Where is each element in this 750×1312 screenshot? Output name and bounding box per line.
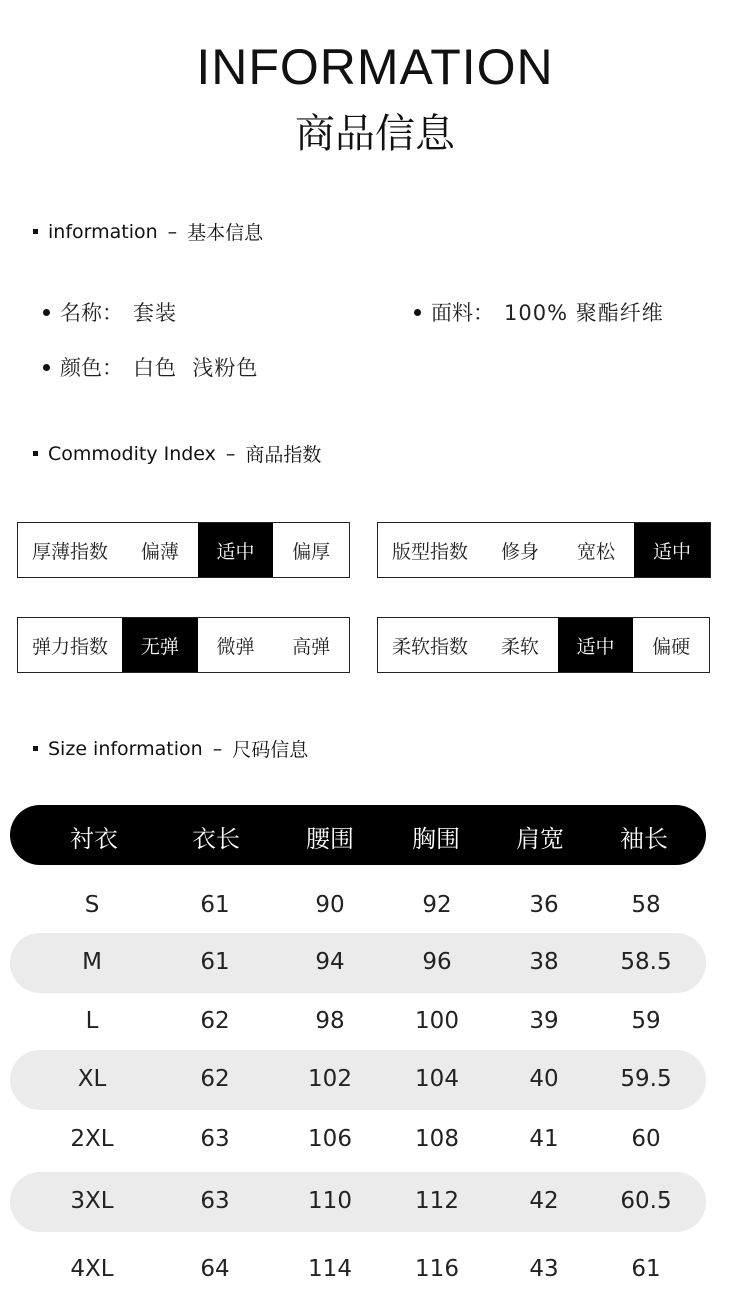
index-elasticity: [17, 617, 350, 673]
measure-cell: 61: [200, 892, 230, 918]
index-option: 修身: [500, 540, 539, 563]
measure-cell: 102: [308, 1066, 352, 1092]
table-row: [10, 1172, 706, 1232]
index-option: 偏薄: [140, 540, 179, 563]
index-thickness: [17, 522, 350, 578]
measure-cell: 108: [415, 1126, 459, 1152]
measure-cell: 92: [422, 892, 452, 918]
measure-cell: 60: [631, 1126, 661, 1152]
size-info-heading: [33, 735, 308, 762]
index-option: 柔软: [500, 635, 539, 658]
square-bullet-icon: [33, 229, 38, 234]
heading-separator: –: [212, 737, 223, 760]
index-fit: [377, 522, 711, 578]
square-bullet-icon: [33, 451, 38, 456]
index-option: 高弹: [292, 635, 331, 658]
measure-cell: 58.5: [620, 949, 672, 975]
measure-cell: 38: [529, 949, 559, 975]
index-softness: [377, 617, 710, 673]
dot-bullet-icon: [414, 309, 421, 316]
table-row: [10, 992, 706, 1052]
measure-cell: 63: [200, 1126, 230, 1152]
measure-cell: 63: [200, 1188, 230, 1214]
table-row: [10, 1110, 706, 1170]
measure-cell: 100: [415, 1008, 459, 1034]
heading-separator: –: [225, 442, 236, 465]
info-value: 100% 聚酯纤维: [504, 301, 664, 325]
measure-cell: 106: [308, 1126, 352, 1152]
size-label-cell: M: [82, 949, 102, 975]
measure-cell: 62: [200, 1008, 230, 1034]
size-heading-cn: 尺码信息: [232, 739, 309, 761]
info-value: 套装: [133, 301, 177, 325]
commodity-index-heading: [33, 440, 321, 467]
measure-cell: 42: [529, 1188, 559, 1214]
measure-cell: 59: [631, 1008, 661, 1034]
measure-cell: 62: [200, 1066, 230, 1092]
index-option-selected: 适中: [558, 618, 634, 672]
column-header: 衬衣: [70, 825, 118, 853]
index-option-selected: 适中: [634, 523, 710, 577]
measure-cell: 112: [415, 1188, 459, 1214]
size-table-header: [10, 805, 706, 865]
measure-cell: 36: [529, 892, 559, 918]
basic-info-heading-cn: 基本信息: [187, 222, 264, 244]
index-label: 版型指数: [391, 540, 468, 563]
measure-cell: 60.5: [620, 1188, 672, 1214]
info-value: 白色 浅粉色: [133, 356, 259, 380]
info-label: 名称：: [60, 301, 123, 325]
index-option-selected: 无弹: [122, 618, 198, 672]
info-label: 颜色：: [60, 356, 123, 380]
measure-cell: 98: [315, 1008, 345, 1034]
size-label-cell: L: [85, 1008, 99, 1034]
measure-cell: 104: [415, 1066, 459, 1092]
table-row: [10, 1240, 706, 1300]
measure-cell: 61: [200, 949, 230, 975]
measure-cell: 39: [529, 1008, 559, 1034]
measure-cell: 110: [308, 1188, 352, 1214]
measure-cell: 40: [529, 1066, 559, 1092]
size-label-cell: 4XL: [70, 1256, 114, 1282]
measure-cell: 43: [529, 1256, 559, 1282]
column-header: 袖长: [620, 825, 668, 853]
measure-cell: 96: [422, 949, 452, 975]
column-header: 腰围: [306, 825, 354, 853]
table-row: [10, 876, 706, 936]
size-label-cell: 3XL: [70, 1188, 114, 1214]
index-option: 偏厚: [292, 540, 331, 563]
dot-bullet-icon: [43, 309, 50, 316]
measure-cell: 59.5: [620, 1066, 672, 1092]
basic-info-heading-en: information: [48, 220, 158, 243]
measure-cell: 90: [315, 892, 345, 918]
column-header: 肩宽: [516, 825, 564, 853]
info-label: 面料：: [431, 301, 494, 325]
size-heading-en: Size information: [48, 737, 203, 760]
table-row: [10, 1050, 706, 1110]
heading-separator: –: [167, 220, 178, 243]
measure-cell: 116: [415, 1256, 459, 1282]
info-item-color: [43, 352, 258, 382]
measure-cell: 58: [631, 892, 661, 918]
table-row: [10, 933, 706, 993]
measure-cell: 64: [200, 1256, 230, 1282]
size-label-cell: XL: [77, 1066, 107, 1092]
index-option: 微弹: [216, 635, 255, 658]
index-option: 偏硬: [652, 635, 691, 658]
size-label-cell: S: [84, 892, 100, 918]
commodity-heading-cn: 商品指数: [245, 444, 322, 466]
index-option-selected: 适中: [198, 523, 274, 577]
dot-bullet-icon: [43, 364, 50, 371]
info-item-fabric: [414, 297, 664, 327]
basic-info-heading: [33, 218, 263, 245]
column-header: 胸围: [412, 825, 460, 853]
index-label: 弹力指数: [31, 635, 108, 658]
size-label-cell: 2XL: [70, 1126, 114, 1152]
commodity-heading-en: Commodity Index: [48, 442, 216, 465]
index-label: 厚薄指数: [31, 540, 108, 563]
page-title-en: INFORMATION: [196, 39, 554, 95]
square-bullet-icon: [33, 746, 38, 751]
measure-cell: 41: [529, 1126, 559, 1152]
measure-cell: 94: [315, 949, 345, 975]
index-label: 柔软指数: [391, 635, 468, 658]
column-header: 衣长: [192, 825, 240, 853]
index-option: 宽松: [576, 540, 615, 563]
measure-cell: 61: [631, 1256, 661, 1282]
measure-cell: 114: [308, 1256, 352, 1282]
page-title-cn: 商品信息: [295, 111, 455, 157]
info-item-name: [43, 297, 177, 327]
